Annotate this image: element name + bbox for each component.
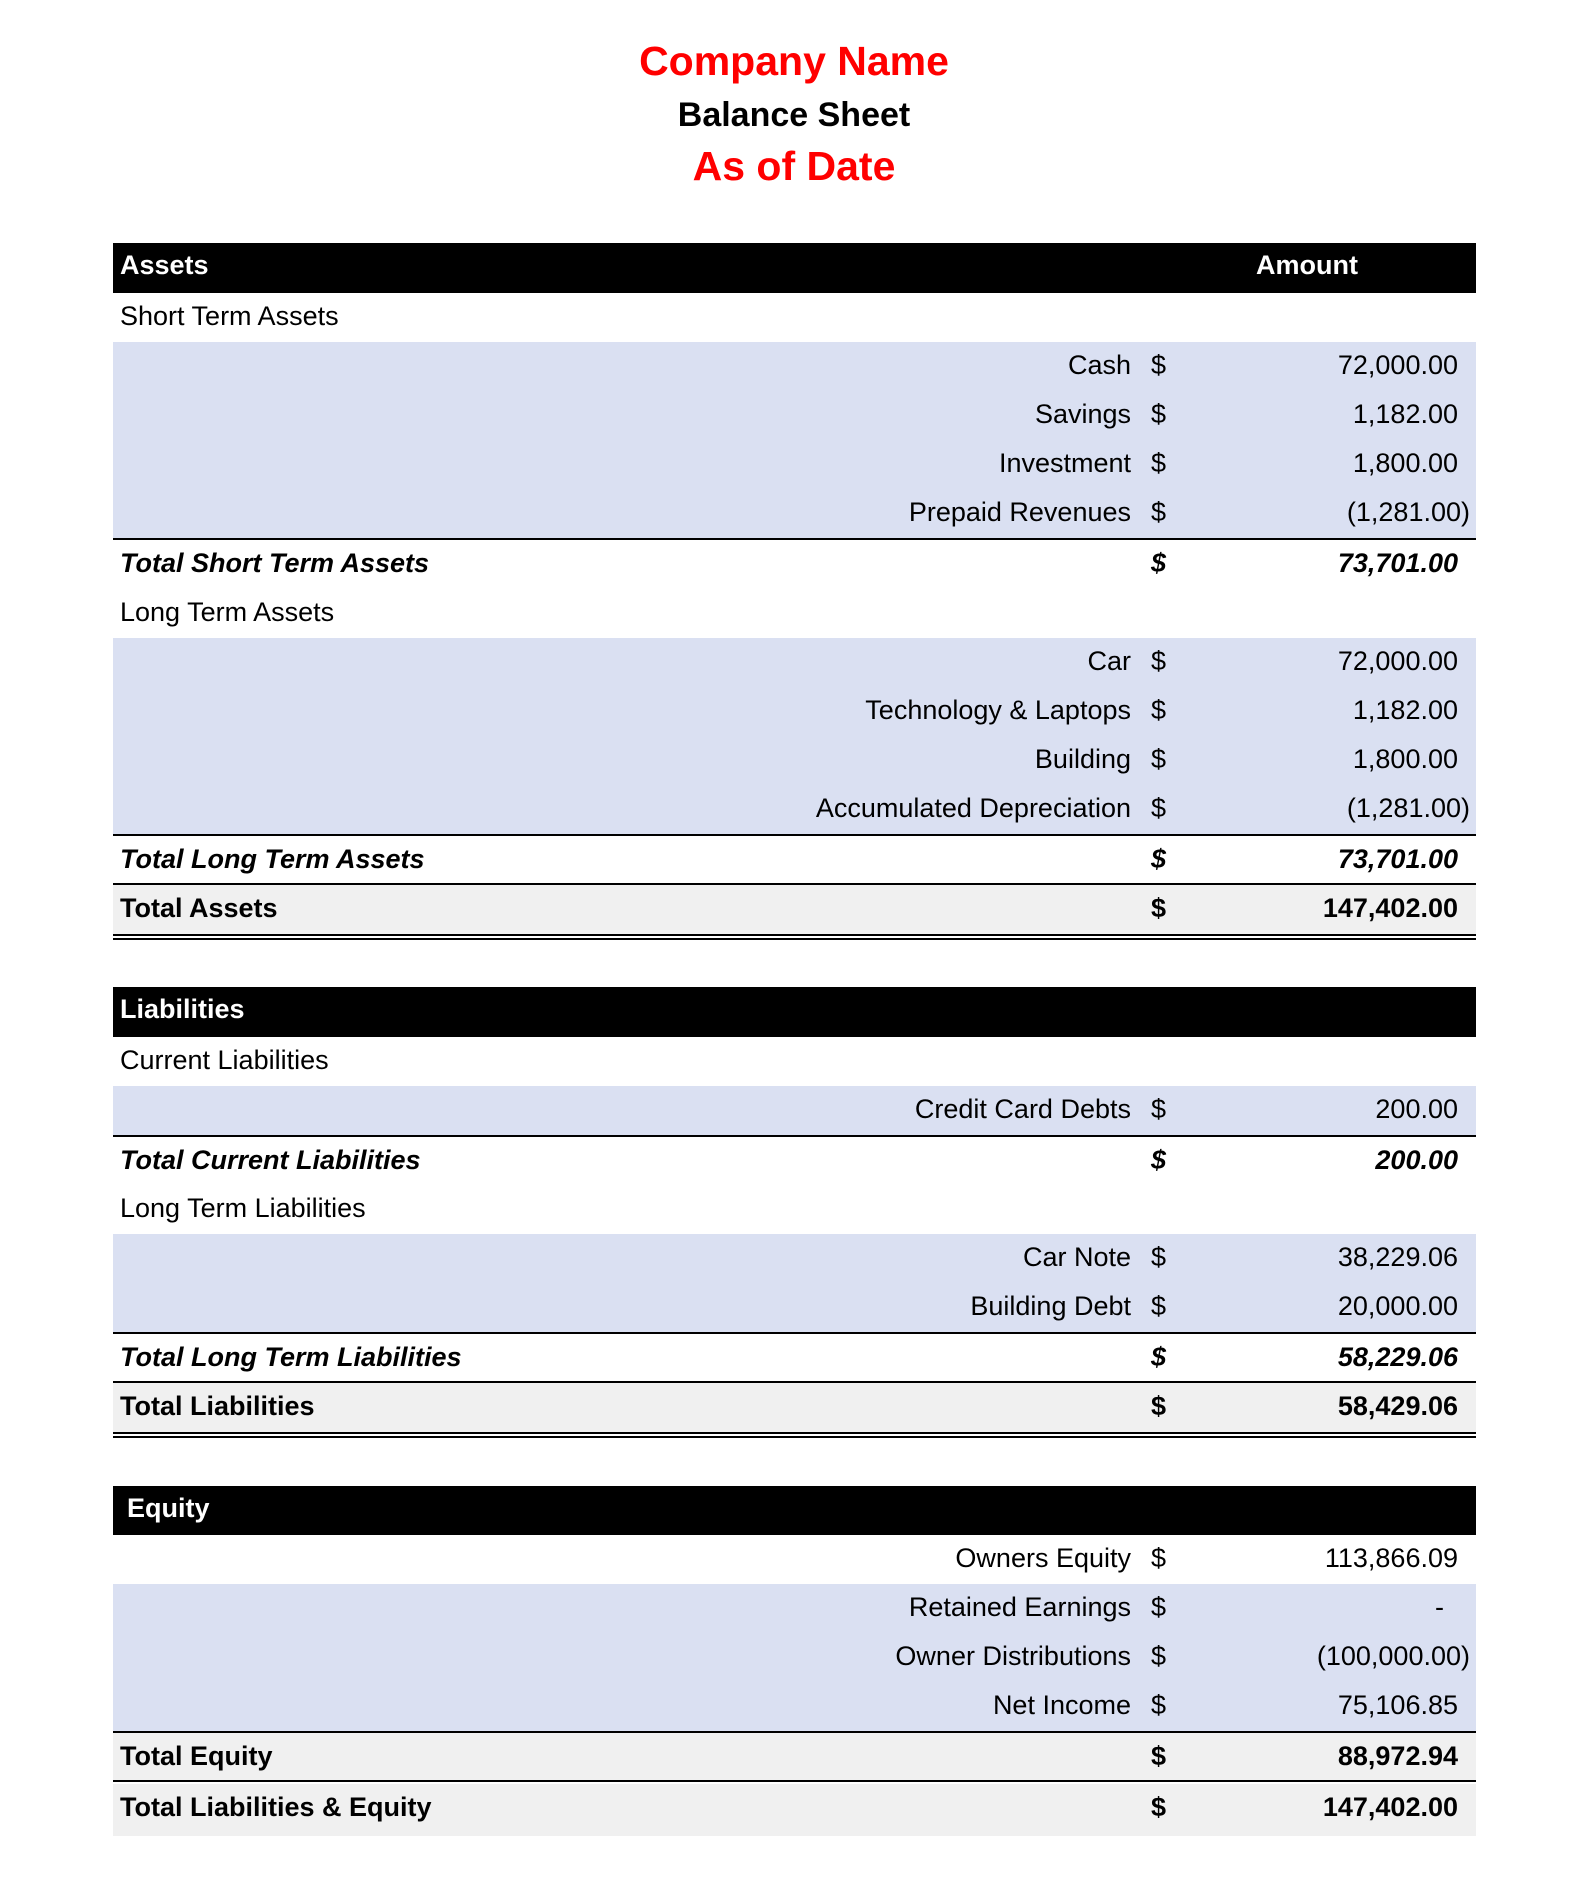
line-item-label: Accumulated Depreciation (815, 793, 1131, 823)
long-term-liabilities-label-row (113, 1185, 1476, 1234)
grand-total-amount: 147,402.00 (1322, 1792, 1458, 1822)
company-name: Company Name (639, 38, 949, 84)
liabilities-header-row (113, 987, 1476, 1037)
liabilities-header-label: Liabilities (120, 994, 245, 1024)
subtotal-label: Total Long Term Liabilities (120, 1342, 462, 1372)
currency-symbol: $ (1151, 646, 1167, 676)
line-item-amount: 20,000.00 (1337, 1291, 1458, 1321)
currency-symbol: $ (1151, 1741, 1167, 1771)
total-label: Total Equity (120, 1741, 273, 1771)
subtotal-row (113, 1332, 1476, 1383)
line-item-label: Owner Distributions (895, 1641, 1131, 1671)
subtotal-amount: 73,701.00 (1337, 548, 1458, 578)
line-item-row (113, 1633, 1476, 1682)
line-item-label: Retained Earnings (908, 1592, 1131, 1622)
line-item-label: Building Debt (970, 1291, 1131, 1321)
sheet-date: As of Date (692, 143, 896, 189)
grand-total-label: Total Liabilities & Equity (120, 1792, 432, 1822)
line-item-row (113, 1234, 1476, 1283)
subtotal-row (113, 538, 1476, 589)
line-item-amount: 200.00 (1375, 1094, 1458, 1124)
currency-symbol: $ (1151, 793, 1167, 823)
currency-symbol: $ (1151, 1792, 1167, 1822)
line-item-row (113, 1283, 1476, 1332)
grand-total-row (113, 1784, 1476, 1836)
currency-symbol: $ (1151, 1641, 1167, 1671)
line-item-amount: 1,800.00 (1352, 448, 1458, 478)
line-item-label: Car (1087, 646, 1131, 676)
line-item-row (113, 736, 1476, 785)
currency-symbol: $ (1151, 399, 1167, 429)
section-label: Long Term Liabilities (120, 1193, 366, 1223)
total-amount: 147,402.00 (1322, 893, 1458, 923)
total-row (113, 1731, 1476, 1782)
line-item-label: Owners Equity (955, 1543, 1131, 1573)
subtotal-row (113, 834, 1476, 885)
currency-symbol: $ (1151, 695, 1167, 725)
line-item-row (113, 1584, 1476, 1633)
assets-header-label: Assets (120, 250, 209, 280)
currency-symbol: $ (1151, 1592, 1167, 1622)
line-item-label: Investment (998, 448, 1131, 478)
section-label: Long Term Assets (120, 597, 335, 627)
currency-symbol: $ (1151, 1543, 1167, 1573)
line-item-amount: 1,182.00 (1352, 695, 1458, 725)
line-item-row (113, 489, 1476, 538)
currency-symbol: $ (1151, 1391, 1167, 1421)
subtotal-amount: 73,701.00 (1337, 844, 1458, 874)
currency-symbol: $ (1151, 844, 1167, 874)
subtotal-label: Total Current Liabilities (120, 1145, 421, 1175)
line-item-row (113, 391, 1476, 440)
line-item-row (113, 1086, 1476, 1135)
double-underline (113, 934, 1476, 940)
total-amount: 58,429.06 (1337, 1391, 1458, 1421)
currency-symbol: $ (1151, 1291, 1167, 1321)
currency-symbol: $ (1151, 1145, 1167, 1175)
currency-symbol: $ (1151, 350, 1167, 380)
currency-symbol: $ (1151, 1690, 1167, 1720)
subtotal-label: Total Short Term Assets (120, 548, 430, 578)
line-item-row (113, 638, 1476, 687)
section-label: Short Term Assets (120, 301, 339, 331)
currency-symbol: $ (1151, 744, 1167, 774)
subtotal-amount: 58,229.06 (1337, 1342, 1458, 1372)
line-item-label: Net Income (992, 1690, 1131, 1720)
line-item-row (113, 687, 1476, 736)
currency-symbol: $ (1151, 893, 1167, 923)
currency-symbol: $ (1151, 1242, 1167, 1272)
line-item-row (113, 342, 1476, 391)
total-row (113, 883, 1476, 934)
line-item-amount: 113,866.09 (1324, 1543, 1458, 1573)
currency-symbol: $ (1151, 1342, 1167, 1372)
line-item-amount: 1,182.00 (1352, 399, 1458, 429)
line-item-amount: 72,000.00 (1337, 350, 1458, 380)
line-item-label: Building (1034, 744, 1131, 774)
total-row (113, 1381, 1476, 1432)
currency-symbol: $ (1151, 548, 1167, 578)
line-item-row (113, 1535, 1476, 1584)
total-amount: 88,972.94 (1337, 1741, 1458, 1771)
line-item-amount: 75,106.85 (1337, 1690, 1458, 1720)
line-item-label: Technology & Laptops (865, 695, 1131, 725)
line-item-amount: (1,281.00) (1346, 497, 1470, 527)
line-item-amount: - (1435, 1592, 1444, 1622)
equity-header-label: Equity (127, 1493, 210, 1523)
line-item-amount: (100,000.00) (1316, 1641, 1470, 1671)
line-item-amount: 1,800.00 (1352, 744, 1458, 774)
double-underline (113, 1432, 1476, 1438)
total-label: Total Liabilities (120, 1391, 315, 1421)
currency-symbol: $ (1151, 497, 1167, 527)
subtotal-amount: 200.00 (1375, 1145, 1458, 1175)
line-item-amount: (1,281.00) (1346, 793, 1470, 823)
equity-header-row (113, 1486, 1476, 1536)
sheet-title: Balance Sheet (677, 96, 911, 134)
line-item-amount: 72,000.00 (1337, 646, 1458, 676)
subtotal-label: Total Long Term Assets (120, 844, 425, 874)
line-item-row (113, 440, 1476, 489)
line-item-label: Credit Card Debts (914, 1094, 1131, 1124)
currency-symbol: $ (1151, 448, 1167, 478)
line-item-label: Prepaid Revenues (908, 497, 1131, 527)
section-label: Current Liabilities (120, 1045, 329, 1075)
short-term-assets-label-row (113, 293, 1476, 342)
assets-header-row (113, 243, 1476, 293)
amount-column-header: Amount (1256, 250, 1358, 280)
long-term-assets-label-row (113, 589, 1476, 638)
line-item-amount: 38,229.06 (1337, 1242, 1458, 1272)
total-label: Total Assets (120, 893, 278, 923)
line-item-label: Savings (1034, 399, 1131, 429)
subtotal-row (113, 1135, 1476, 1186)
line-item-label: Cash (1067, 350, 1131, 380)
currency-symbol: $ (1151, 1094, 1167, 1124)
line-item-row (113, 1682, 1476, 1731)
current-liabilities-label-row (113, 1037, 1476, 1086)
line-item-row (113, 785, 1476, 834)
line-item-label: Car Note (1022, 1242, 1131, 1272)
